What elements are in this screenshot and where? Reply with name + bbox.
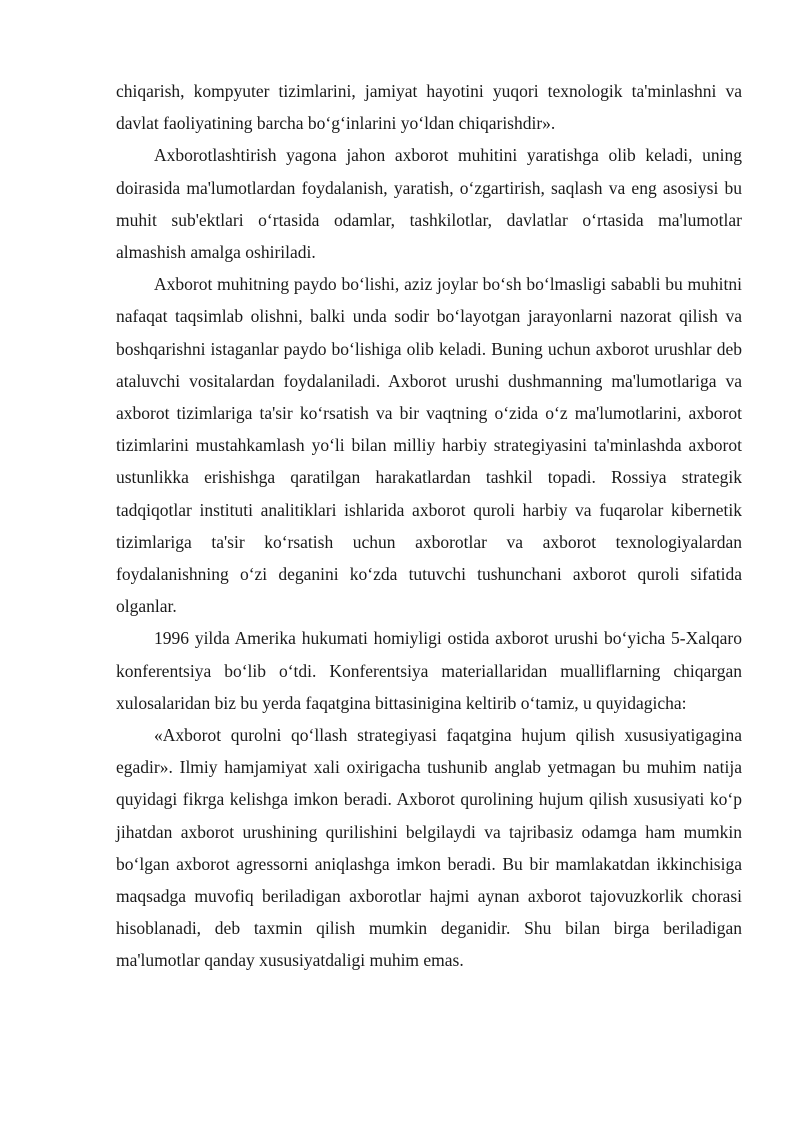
paragraph-3: Axborot muhitning paydo bo‘lishi, aziz joylar bo‘sh bo‘lmasligi sababli bu muhitni nafaqat taqsimlab olishni, balki unda sodir bo‘layotgan jarayonlarni nazorat qilish va boshqarishni istaganlar paydo bo‘lishiga olib keladi. Buning uchun axborot urushlar deb ataluvchi vositalardan foydalaniladi. Axborot urushi dushmanning ma'lumotlariga va axborot tizimlariga ta'sir ko‘rsatish va bir vaqtning o‘zida o‘z ma'lumotlarini, axborot tizimlarini mustahkamlash yo‘li bilan milliy harbiy strategiyasini ta'minlashda axborot ustunlikka erishishga qaratilgan harakatlardan tashkil topadi. Rossiya strategik tadqiqotlar instituti analitiklari ishlarida axborot quroli harbiy va fuqarolar kibernetik tizimlariga ta'sir ko‘rsatish uchun axborotlar va axborot texnologiyalardan foydalanishning o‘zi deganini ko‘zda tutuvchi tushunchani axborot quroli sifatida olganlar. xyxy=(116,274,742,617)
paragraph-2: Axborotlashtirish yagona jahon axborot muhitini yaratishga olib keladi, uning doirasida ma'lumotlardan foydalanish, yaratish, o‘zgartirish, saqlash va eng asosiysi bu muhit sub'ektlari o‘rtasida odamlar, tashkilotlar, davlatlar o‘rtasida ma'lumotlar almashish amalga oshiriladi. xyxy=(116,145,742,263)
paragraph-1: chiqarish, kompyuter tizimlarini, jamiyat hayotini yuqori texnologik ta'minlashni va davlat faoliyatining barcha bo‘g‘inlarini yo‘ldan chiqarishdir». xyxy=(116,81,742,134)
paragraph-5: «Axborot qurolni qo‘llash strategiyasi faqatgina hujum qilish xususiyatigagina egadir». Ilmiy hamjamiyat xali oxirigacha tushunib anglab yetmagan bu muhim natija quyidagi fikrga kelishga imkon beradi. Axborot qurolining hujum qilish xususiyati ko‘p jihatdan axborot urushining qurilishini belgilaydi va tajribasiz odamga ham mumkin bo‘lgan axborot agressorni aniqlashga imkon beradi. Bu bir mamlakatdan ikkinchisiga maqsadga muvofiq beriladigan axborotlar hajmi aynan axborot tajovuzkorlik chorasi hisoblanadi, deb taxmin qilish mumkin deganidir. Shu bilan birga beriladigan ma'lumotlar qanday xususiyatdaligi muhim emas. xyxy=(116,725,742,971)
document-page xyxy=(116,75,742,977)
paragraph-4: 1996 yilda Amerika hukumati homiyligi ostida axborot urushi bo‘yicha 5-Xalqaro konferentsiya bo‘lib o‘tdi. Konferentsiya materiallaridan mualliflarning chiqargan xulosalaridan biz bu yerda faqatgina bittasinigina keltirib o‘tamiz, u quyidagicha: xyxy=(116,628,742,713)
